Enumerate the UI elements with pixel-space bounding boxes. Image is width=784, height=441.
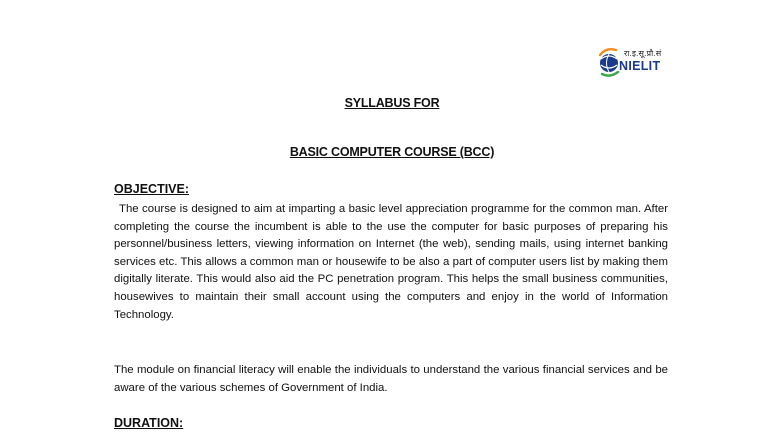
course-title: BASIC COMPUTER COURSE (BCC) <box>289 145 495 159</box>
syllabus-heading: SYLLABUS FOR <box>344 96 440 110</box>
duration-heading: DURATION: <box>114 416 184 430</box>
objective-paragraph: The course is designed to aim at imparting a basic level appreciation programme for the common man. After completing the course the incumbent is able to the use the computer for basic purposes of preparing his personnel/business letters, viewing information on Internet (the web), sending mails, using internet banking services etc. This allows a common man or housewife to be also a part of computer users list by making them digitally literate. This would also aid the PC penetration program. This helps the small business communities, housewives to maintain their small account using the computers and enjoy in the world of Information Technology. <box>114 203 668 321</box>
objective-heading: OBJECTIVE: <box>114 182 190 196</box>
logo-hindi-text: रा.इ.सू.प्रौ.सं <box>624 49 662 58</box>
nielit-logo <box>598 45 670 79</box>
logo-brand-text: NIELIT <box>619 59 661 73</box>
financial-literacy-paragraph: The module on financial literacy will enable the individuals to understand the various financial services and be aware of the various schemes of Government of India. <box>114 364 668 394</box>
